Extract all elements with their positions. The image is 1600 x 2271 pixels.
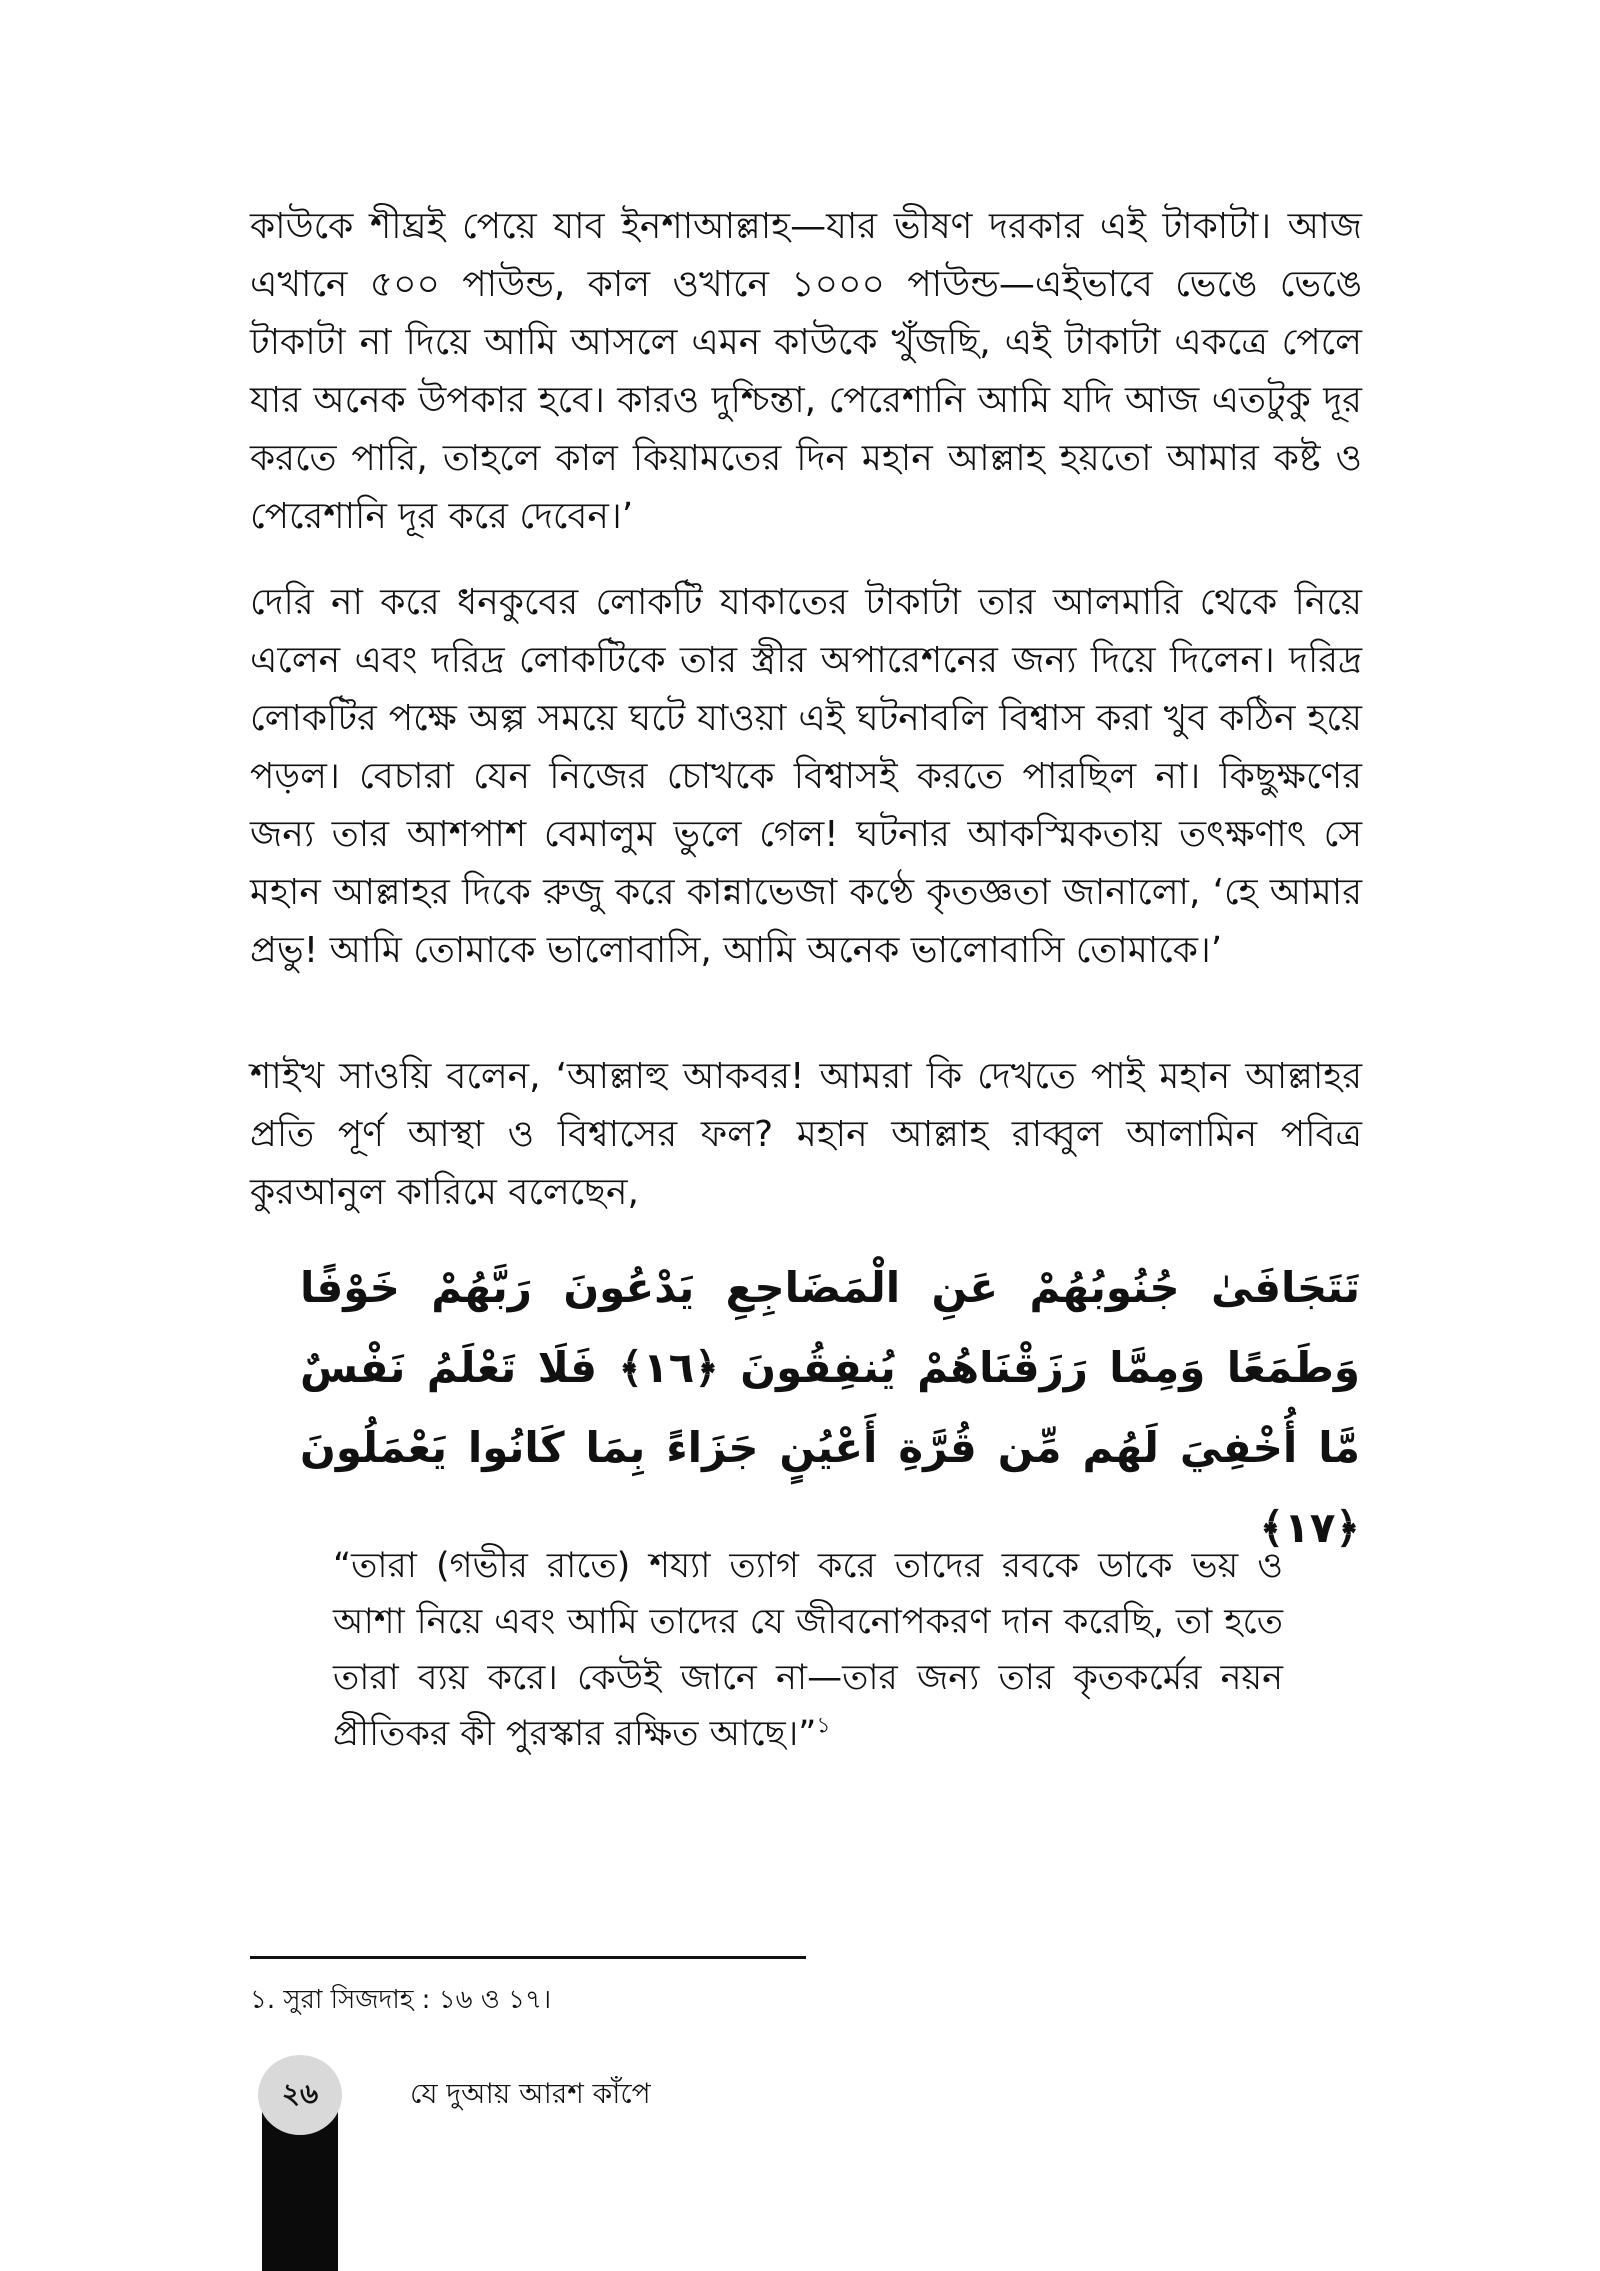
verse-translation [333,1538,1283,1762]
body-paragraph: শাইখ সাওয়ি বলেন, ‘আল্লাহু আকবর! আমরা কি দেখতে পাই মহান আল্লাহর প্রতি পূর্ণ আস্থা ও বিশ্বাসের ফল? মহান আল্লাহ রাব্বুল আলামিন পবিত্র কুরআনুল কারিমে বলেছেন, [250,1056,1362,1213]
footnote: ১. সুরা সিজদাহ : ১৬ ও ১৭। [250,1985,552,2015]
page-number: ২৬ [258,2055,342,2135]
quran-verse-arabic: تَتَجَافَىٰ جُنُوبُهُمْ عَنِ الْمَضَاجِعِ يَدْعُونَ رَبَّهُمْ خَوْفًا وَطَمَعًا وَمِمَّا رَزَقْنَاهُمْ يُنفِقُونَ ﴿١٦﴾ فَلَا تَعْلَمُ نَفْسٌ مَّا أُخْفِيَ لَهُم مِّن قُرَّةِ أَعْيُنٍ جَزَاءً بِمَا كَانُوا يَعْمَلُونَ ﴿١٧﴾ [300,1263,1360,1552]
verse-translation-text: “তারা (গভীর রাতে) শয্যা ত্যাগ করে তাদের রবকে ডাকে ভয় ও আশা নিয়ে এবং আমি তাদের যে জীবনোপকরণ দান করেছি, তা হতে তারা ব্যয় করে। কেউই জানে না—তার জন্য তার কৃতকর্মের নয়ন প্রীতিকর কী পুরস্কার রক্ষিত আছে।” [333,1546,1283,1754]
footnote-divider [250,1956,806,1959]
footnote-marker: ১ [816,1713,831,1739]
body-paragraph: কাউকে শীঘ্রই পেয়ে যাব ইনশাআল্লাহ—যার ভীষণ দরকার এই টাকাটা। আজ এখানে ৫০০ পাউন্ড, কাল ওখানে ১০০০ পাউন্ড—এইভাবে ভেঙে ভেঙে টাকাটা না দিয়ে আমি আসলে এমন কাউকে খুঁজছি, এই টাকাটা একত্রে পেলে যার অনেক উপকার হবে। কারও দুশ্চিন্তা, পেরেশানি আমি যদি আজ এতটুকু দূর করতে পারি, তাহলে কাল কিয়ামতের দিন মহান আল্লাহ হয়তো আমার কষ্ট ও পেরেশানি দূর করে দেবেন।’ [250,206,1362,537]
running-footer-title: যে দুআয় আরশ কাঁপে [410,2077,651,2110]
body-paragraph: দেরি না করে ধনকুবের লোকটি যাকাতের টাকাটা তার আলমারি থেকে নিয়ে এলেন এবং দরিদ্র লোকটিকে তার স্ত্রীর অপারেশনের জন্য দিয়ে দিলেন। দরিদ্র লোকটির পক্ষে অল্প সময়ে ঘটে যাওয়া এই ঘটনাবলি বিশ্বাস করা খুব কঠিন হয়ে পড়ল। বেচারা যেন নিজের চোখকে বিশ্বাসই করতে পারছিল না। কিছুক্ষণের জন্য তার আশপাশ বেমালুম ভুলে গেল! ঘটনার আকস্মিকতায় তৎক্ষণাৎ সে মহান আল্লাহর দিকে রুজু করে কান্নাভেজা কণ্ঠে কৃতজ্ঞতা জানালো, ‘হে আমার প্রভু! আমি তোমাকে ভালোবাসি, আমি অনেক ভালোবাসি তোমাকে।’ [250,582,1362,971]
